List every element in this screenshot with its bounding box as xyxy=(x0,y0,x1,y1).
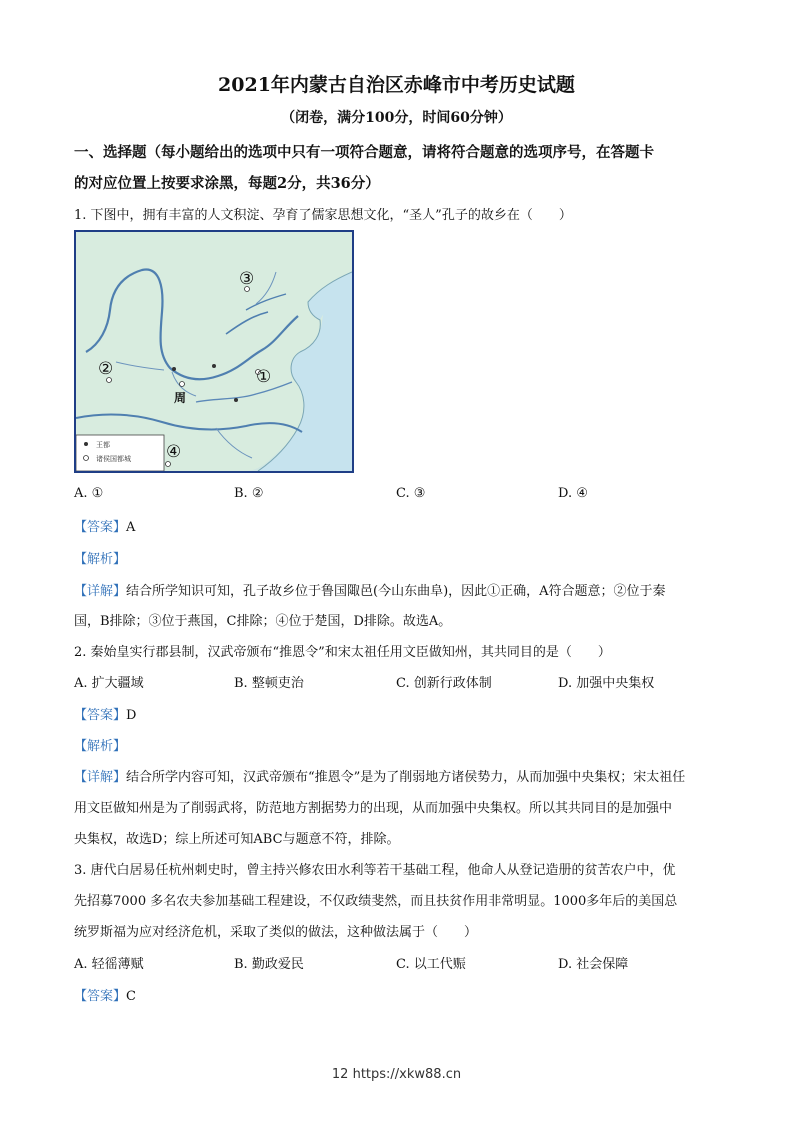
page-footer: 12 https://xkw88.cn xyxy=(331,1067,462,1082)
page-title: 2021年内蒙古自治区赤峰市中考历史试题 xyxy=(218,74,575,96)
map-label-zhou: 周 xyxy=(174,391,187,405)
q2-analysis-label: 【解析】 xyxy=(74,739,127,754)
map-legend xyxy=(76,435,164,471)
q1-option-a: A. ① xyxy=(74,486,104,501)
map-label-2: ② xyxy=(98,359,114,379)
map-drawing xyxy=(76,232,352,471)
q2-detail-line2: 用文臣做知州是为了削弱武将，防范地方割据势力的出现，从而加强中央集权。所以其共同目的是加强中 xyxy=(74,801,673,816)
map-label-4: ④ xyxy=(166,442,182,462)
q1-answer: 【答案】A xyxy=(74,520,136,535)
q2-option-a: A. 扩大疆域 xyxy=(74,676,144,691)
q1-map xyxy=(74,230,354,473)
q1-option-c: C. ③ xyxy=(396,486,426,501)
legend-label-state-capital: 诸侯国都城 xyxy=(96,455,131,463)
q3-option-c: C. 以工代赈 xyxy=(396,957,466,972)
q1-detail-line2: 国，B排除；③位于燕国，C排除；④位于楚国，D排除。故选A。 xyxy=(74,614,452,629)
map-label-1: ① xyxy=(256,367,272,387)
q2-stem: 2. 秦始皇实行郡县制，汉武帝颁布“推恩令”和宋太祖任用文臣做知州，其共同目的是（ ） xyxy=(74,645,611,660)
page-subtitle: （闭卷，满分100分，时间60分钟） xyxy=(281,110,512,126)
q3-stem-line3: 统罗斯福为应对经济危机，采取了类似的做法，这种做法属于（ ） xyxy=(74,925,478,940)
q3-answer: 【答案】C xyxy=(74,989,136,1004)
q1-option-b: B. ② xyxy=(234,486,264,501)
map-label-3: ③ xyxy=(239,269,255,289)
q3-stem-line2: 先招募7000 多名农夫参加基础工程建设，不仅政绩斐然，而且扶贫作用非常明显。1000多年后的美国总 xyxy=(74,894,678,909)
q2-detail-line3: 央集权，故选D；综上所述可知ABC与题意不符，排除。 xyxy=(74,832,400,847)
q1-detail-line1: 【详解】结合所学知识可知，孔子故乡位于鲁国陬邑(今山东曲阜)，因此①正确，A符合题意；②位于秦 xyxy=(74,584,666,599)
q2-answer: 【答案】D xyxy=(74,708,137,723)
q3-stem-line1: 3. 唐代白居易任杭州刺史时，曾主持兴修农田水利等若干基础工程，他命人从登记造册的贫苦农户中，优 xyxy=(74,863,676,878)
q3-option-d: D. 社会保障 xyxy=(558,957,629,972)
q2-option-b: B. 整顿吏治 xyxy=(234,676,304,691)
q1-stem: 1. 下图中，拥有丰富的人文积淀、孕育了儒家思想文化，“圣人”孔子的故乡在（ ） xyxy=(74,208,572,223)
legend-label-capital: 王都 xyxy=(96,441,110,449)
q2-option-c: C. 创新行政体制 xyxy=(396,676,492,691)
q1-option-d: D. ④ xyxy=(558,486,588,501)
q3-option-a: A. 轻徭薄赋 xyxy=(74,957,144,972)
section-heading-line2: 的对应位置上按要求涂黑，每题2分，共36分） xyxy=(74,175,380,192)
q2-option-d: D. 加强中央集权 xyxy=(558,676,655,691)
section-heading-line1: 一、选择题（每小题给出的选项中只有一项符合题意，请将符合题意的选项序号，在答题卡 xyxy=(74,144,654,161)
q3-option-b: B. 勤政爱民 xyxy=(234,957,304,972)
q2-detail-line1: 【详解】结合所学内容可知，汉武帝颁布“推恩令”是为了削弱地方诸侯势力，从而加强中央集权；宋太祖任 xyxy=(74,770,686,785)
q1-analysis-label: 【解析】 xyxy=(74,552,127,567)
